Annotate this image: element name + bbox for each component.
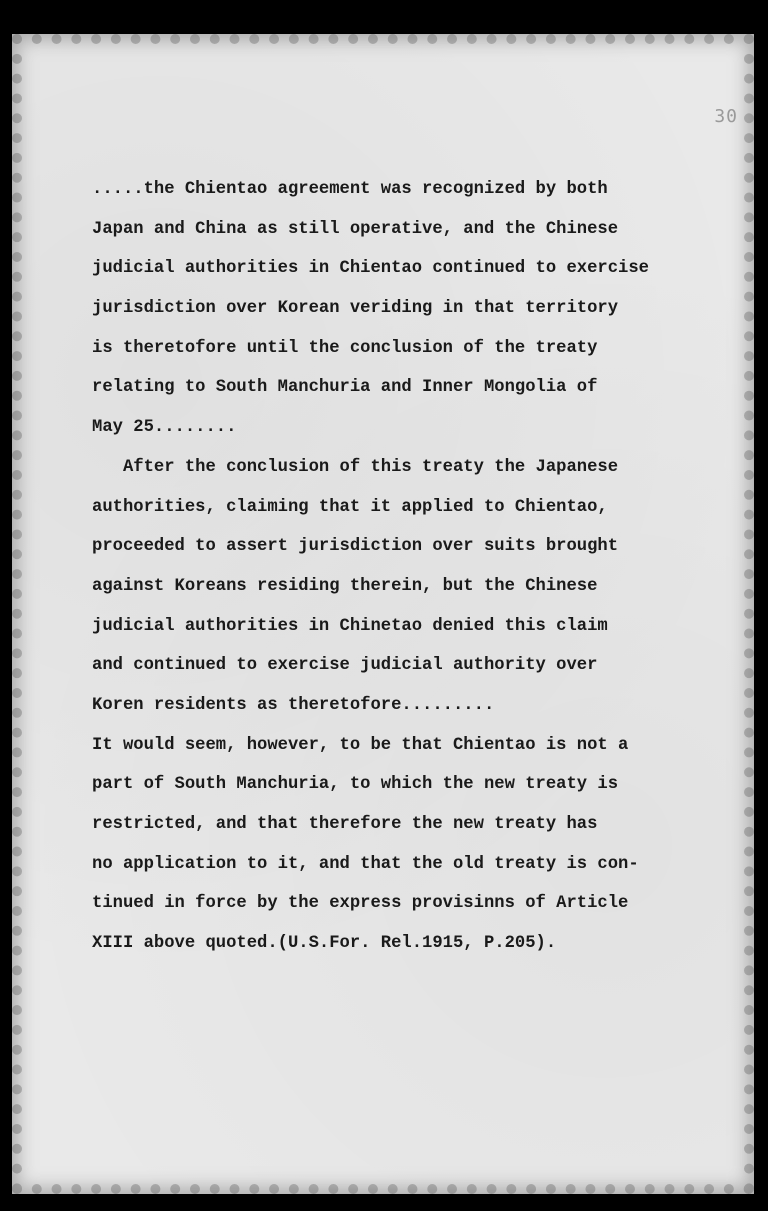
text-line: It would seem, however, to be that Chientao is not a bbox=[92, 735, 629, 755]
text-line: part of South Manchuria, to which the new treaty is bbox=[92, 775, 619, 795]
text-line: against Koreans residing therein, but the Chinese bbox=[92, 576, 598, 596]
text-line: After the conclusion of this treaty the Japanese bbox=[92, 457, 619, 477]
text-line: is theretofore until the conclusion of the treaty bbox=[92, 338, 598, 358]
body-text bbox=[92, 170, 742, 964]
text-line: restricted, and that therefore the new treaty has bbox=[92, 815, 598, 834]
text-line: proceeded to assert jurisdiction over suits brought bbox=[92, 537, 619, 557]
text-line: May 25........ bbox=[92, 418, 237, 438]
text-line: Japan and China as still operative, and the Chinese bbox=[92, 219, 619, 239]
text-line: Koren residents as theretofore......... bbox=[92, 695, 495, 715]
document-page bbox=[12, 34, 754, 1194]
text-line: authorities, claiming that it applied to Chientao, bbox=[92, 497, 608, 517]
text-line: jurisdiction over Korean veriding in that territory bbox=[92, 299, 619, 319]
text-line: judicial authorities in Chientao continued to exercise bbox=[92, 259, 649, 279]
text-line: .....the Chientao agreement was recognized by both bbox=[92, 180, 608, 199]
text-line: relating to South Manchuria and Inner Mongolia of bbox=[92, 378, 598, 398]
page-number: 30 bbox=[714, 106, 738, 127]
text-line: tinued in force by the express provisinns of Article bbox=[92, 894, 629, 914]
text-line: judicial authorities in Chinetao denied this claim bbox=[92, 616, 608, 636]
text-line: XIII above quoted.(U.S.For. Rel.1915, P.205). bbox=[92, 934, 557, 954]
text-line: and continued to exercise judicial authority over bbox=[92, 656, 598, 676]
text-line: no application to it, and that the old treaty is con- bbox=[92, 854, 639, 874]
